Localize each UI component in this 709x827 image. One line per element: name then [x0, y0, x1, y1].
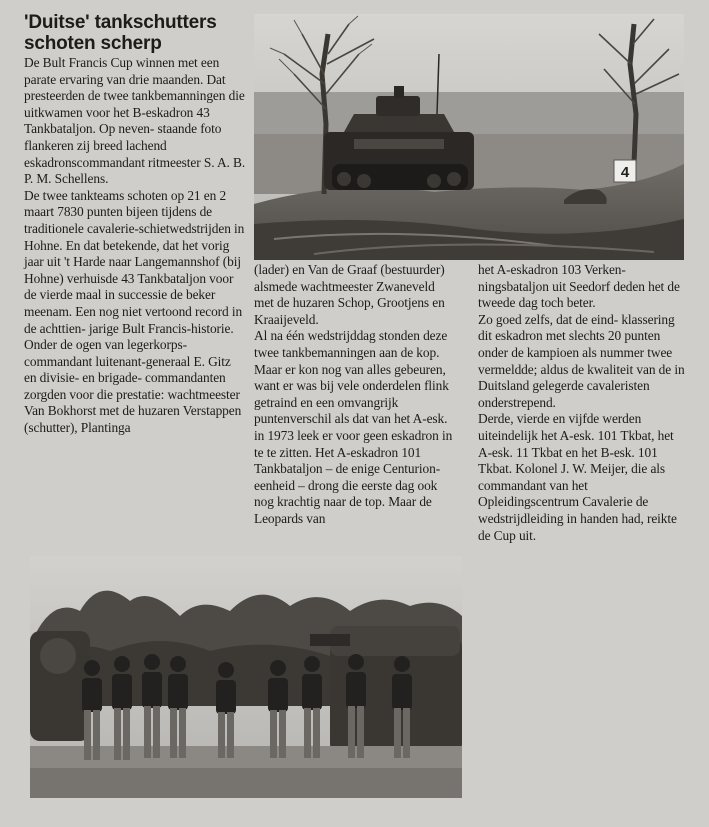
text-column-3 — [478, 262, 688, 544]
paragraph: Zo goed zelfs, dat de eind- klassering dit eskadron met slechts 20 punten onder de kampioen als nummer twee vermeldde; aldus de kwaliteit van de in Duitsland gelegerde cavaleristen onderstrepend. — [478, 311, 685, 410]
paragraph: het A-eskadron 103 Verken- ningsbataljon uit Seedorf deden het de tweede dag toch beter. — [478, 262, 680, 311]
paragraph: Al na één wedstrijddag stonden deze twee tankbemanningen aan de kop. Maar er kon nog van alles gebeuren, want er was bij vele onderdelen flink getraind en een omvangrijk puntenverschil als dat van het A-esk. in 1973 leek er voor geen eskadron in te te zitten. Het A-eskadron 101 Tankbataljon – de enige Centurion-eenheid – drong die eerste dag ook nog krachtig naar de top. Maar de Leopards van — [254, 328, 453, 526]
paragraph: De Bult Francis Cup winnen met een parate ervaring van drie maanden. Dat presteerden de twee tankbemanningen die uitkwamen voor het B-eskadron 43 Tankbataljon. Op neven- staande foto flankeren zij breed lachend eskadronscommandant ritmeester S. A. B. P. M. Schellens. — [24, 55, 246, 187]
text-column-1 — [24, 55, 246, 437]
paragraph: De twee tankteams schoten op 21 en 2 maart 7830 punten bijeen tijdens de traditionele cavalerie-schietwedstrijden in Hohne. En dat betekende, dat het vorig jaar uit 't Harde naar Langemannshof (bij Hohne) verhuisde 43 Tankbataljon voor de vierde maal in successie de beker meenam. Een nog niet vertoond record in de achttien- jarige Bult Francis-historie. — [24, 187, 245, 336]
text-column-2 — [254, 262, 454, 528]
paragraph: Derde, vierde en vijfde werden uiteindelijk het A-esk. 101 Tkbat, het A-esk. 11 Tkbat en het B-esk. 101 Tkbat. Kolonel J. W. Meijer, die als commandant van het Opleidingscentrum Cavalerie de wedstrijdleiding in handen had, reikte de Cup uit. — [478, 411, 677, 543]
marker-number: 4 — [620, 164, 630, 181]
tank-photo-image — [254, 14, 684, 260]
tank-photo — [254, 14, 684, 260]
paragraph: Onder de ogen van legerkorps- commandant luitenant-generaal E. Gitz en divisie- en brigade- commandanten zorgden voor die prestatie: wachtmeester Van Bokhorst met de huzaren Verstappen (schutter), Plantinga — [24, 337, 242, 436]
paragraph: (lader) en Van de Graaf (bestuurder) alsmede wachtmeester Zwaneveld met de huzaren Schop, Grootjens en Kraaijeveld. — [254, 262, 445, 327]
article-headline: 'Duitse' tankschutters schoten scherp — [24, 12, 217, 54]
crew-photo-image — [30, 556, 462, 798]
crew-photo — [30, 556, 462, 798]
